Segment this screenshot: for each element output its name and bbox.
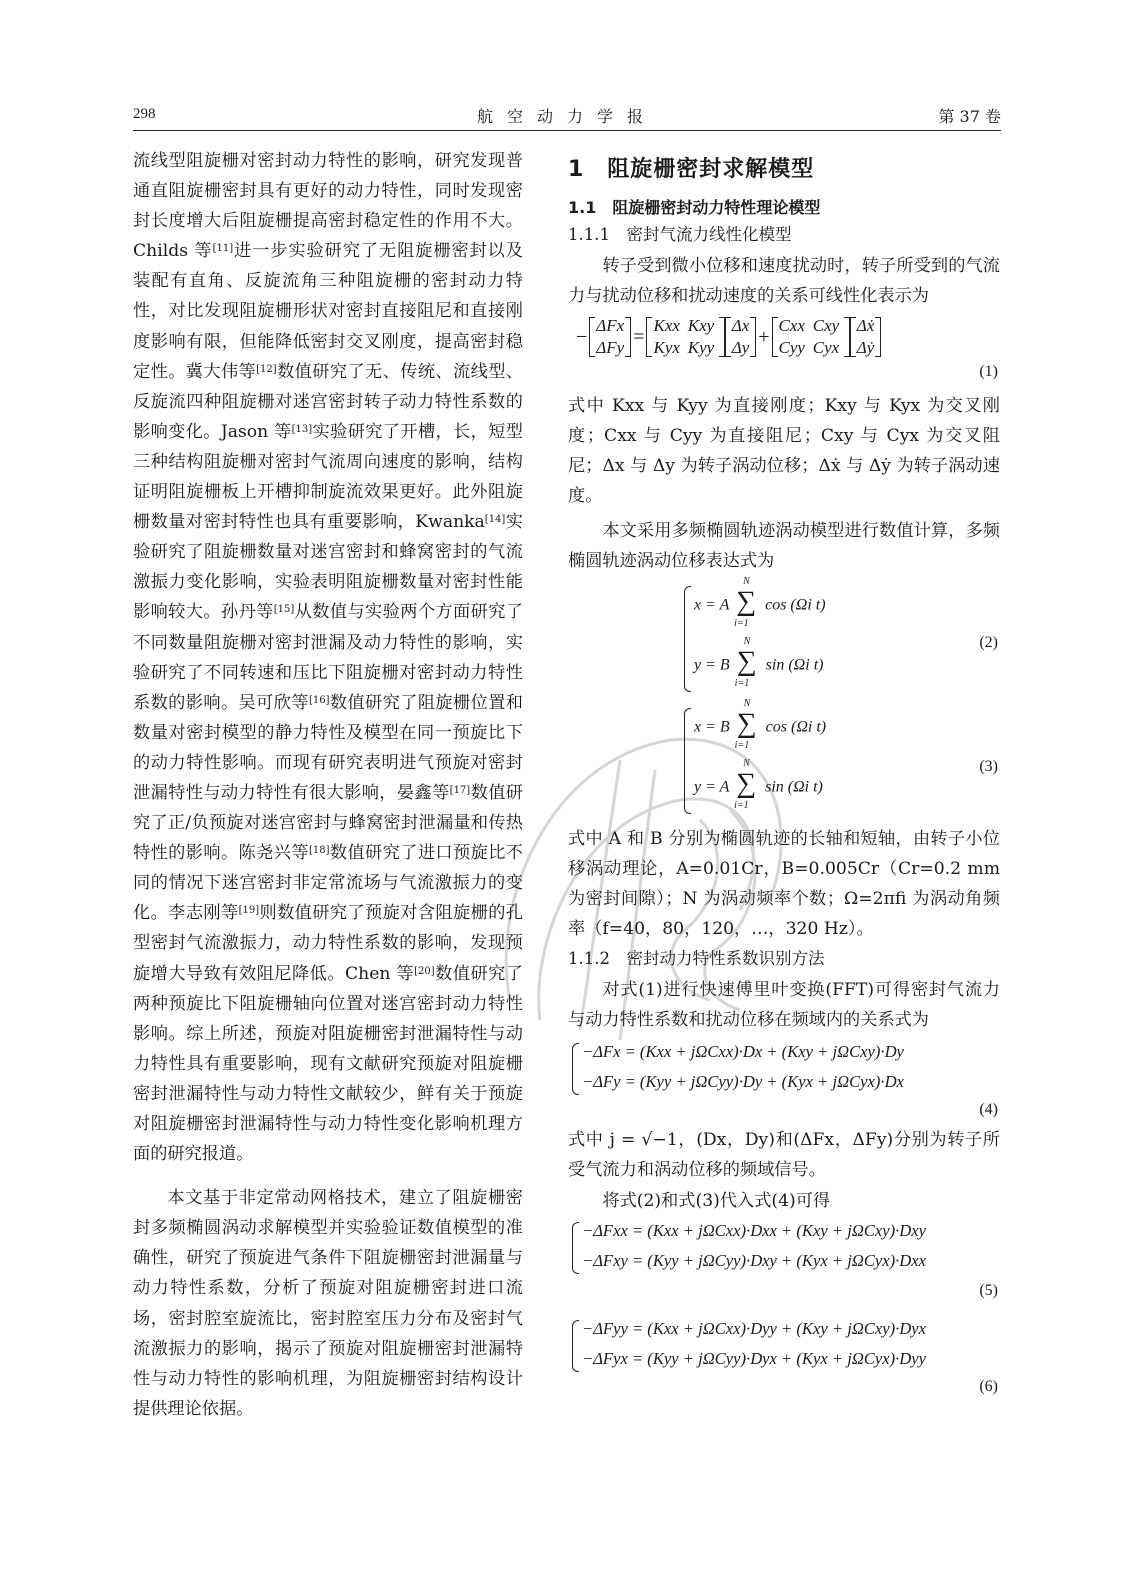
- paragraph-fft: 对式(1)进行快速傅里叶变换(FFT)可得密封气流力与动力特性系数和扰动位移在频域内的关系式为: [568, 980, 1000, 1031]
- velocity-vector: Δẋ Δẏ: [850, 315, 882, 359]
- running-header: [133, 104, 1001, 131]
- volume-label: 第 37 卷: [938, 107, 1001, 126]
- left-column: [133, 146, 523, 1424]
- paragraph-eq1-notation: 式中 Kxx 与 Kyy 为直接刚度；Kxy 与 Kyx 为交叉刚度；Cxx 与 Cyy 为直接阻尼；Cxy 与 Cyx 为交叉阻尼；Δx 与 Δy 为转子涡动位移；Δẋ 与 Δẏ 为转子涡动速度。: [568, 396, 1000, 507]
- equation-number-2: (2): [979, 634, 998, 651]
- paragraph-this-work: 本文基于非定常动网格技术，建立了阻旋栅密封多频椭圆涡动求解模型并实验验证数值模型的准确性，研究了预旋进气条件下阻旋栅密封泄漏量与动力特性系数，分析了预旋对阻旋栅密封进口流场，密封腔室旋流比，密封腔室压力分布及密封气流激振力的影响，揭示了预旋对阻旋栅密封泄漏特性与动力特性的影响机理，为阻旋栅密封结构设计提供理论依据。: [133, 1188, 523, 1419]
- equation-5: −ΔFxx = (Kxx + jΩCxx)·Dxx + (Kxy + jΩCxy)·Dxy −ΔFxy = (Kyy + jΩCyy)·Dxy + (Kyx + jΩCyx)·Dxx: [568, 1216, 1000, 1280]
- equation-3: x = B N ∑ i=1 cos (Ωi t) y = A N ∑ i=1 sin (Ωi t): [680, 702, 874, 820]
- equation-number-3: (3): [979, 758, 998, 775]
- section-heading-1-1-2: 1.1.2 密封动力特性系数识别方法: [568, 949, 825, 969]
- equation-4: −ΔFx = (Kxx + jΩCxx)·Dx + (Kxy + jΩCxy)·Dy −ΔFy = (Kyy + jΩCyy)·Dy + (Kyx + jΩCyx)·Dx: [568, 1037, 1000, 1101]
- paragraph-linear-model: 转子受到微小位移和速度扰动时，转子所受到的气流力与扰动位移和扰动速度的关系可线性化表示为: [568, 256, 1000, 307]
- section-heading-1-1-1: 1.1.1 密封气流力线性化模型: [568, 225, 792, 244]
- damping-matrix: Cxx Cxy Cyy Cyx: [772, 315, 850, 359]
- page-number: 298: [133, 106, 156, 122]
- section-heading-1: 1 阻旋栅密封求解模型: [568, 157, 815, 182]
- section-heading-1-1: 1.1 阻旋栅密封动力特性理论模型: [568, 198, 821, 217]
- equation-2: x = A N ∑ i=1 cos (Ωi t) y = B N ∑ i=1 sin (Ωi t): [680, 580, 874, 698]
- paragraph-ellipse-params: 式中 A 和 B 分别为椭圆轨迹的长轴和短轴，由转子小位移涡动理论，A=0.01Cr，B=0.005Cr（Cr=0.2 mm 为密封间隙）；N 为涡动频率个数；Ω=2πfi 为涡动角频率（f=40，80，120，…，320 Hz）。: [568, 828, 1000, 940]
- displacement-vector: Δx Δy: [725, 315, 757, 359]
- equation-1: − ΔFx ΔFy = Kxx Kxy Kyx Kyy Δx Δy + Cxx Cxy Cyy Cyx Δẋ Δẏ (1): [576, 316, 998, 381]
- paragraph-eq4-notation: 式中 j = √−1，(Dx，Dy)和(ΔFx，ΔFy)分别为转子所受气流力和涡动位移的频域信号。: [568, 1130, 1000, 1181]
- equation-6: −ΔFyy = (Kxx + jΩCxx)·Dyy + (Kxy + jΩCxy)·Dyx −ΔFyx = (Kyy + jΩCyy)·Dyx + (Kyx + jΩCyx)·Dyy: [568, 1314, 1000, 1378]
- equation-number-6: (6): [979, 1377, 998, 1395]
- equation-number-5: (5): [979, 1281, 998, 1299]
- right-column: [568, 146, 1000, 1404]
- force-vector: ΔFx ΔFy: [589, 315, 631, 359]
- paragraph-literature-review: 流线型阻旋栅对密封动力特性的影响，研究发现普通直阻旋栅密封具有更好的动力特性，同时发现密封长度增大后阻旋栅提高密封稳定性的作用不大。Childs 等[11]进一步实验研究了无阻旋栅密封以及装配有直角、反旋流角三种阻旋栅的密封动力特性，对比发现阻旋栅形状对密封直接阻尼和直接刚度影响有限，但能降低密封交叉刚度，提高密封稳定性。冀大伟等[12]数值研究了无、传统、流线型、反旋流四种阻旋栅对迷宫密封转子动力特性系数的影响变化。Jason 等[13]实验研究了开槽，长，短型三种结构阻旋栅对密封气流周向速度的影响，结构证明阻旋栅板上开槽抑制旋流效果更好。此外阻旋栅数量对密封特性也具有重要影响，Kwanka[14]实验研究了阻旋栅数量对迷宫密封和蜂窝密封的气流激振力变化影响，实验表明阻旋栅数量对密封性能影响较大。孙丹等[15]从数值与实验两个方面研究了不同数量阻旋栅对密封泄漏及动力特性的影响，实验研究了不同转速和压比下阻旋栅对密封动力特性系数的影响。吴可欣等[16]数值研究了阻旋栅位置和数量对密封模型的静力特性及模型在同一预旋比下的动力特性影响。而现有研究表明进气预旋对密封泄漏特性与动力特性有很大影响，晏鑫等[17]数值研究了正/负预旋对迷宫密封与蜂窝密封泄漏量和传热特性的影响。陈尧兴等[18]数值研究了进口预旋比不同的情况下迷宫密封非定常流场与气流激振力的变化。李志刚等[19]则数值研究了预旋对含阻旋栅的孔型密封气流激振力，动力特性系数的影响，发现预旋增大导致有效阻尼降低。Chen 等[20]数值研究了两种预旋比下阻旋栅轴向位置对迷宫密封动力特性影响。综上所述，预旋对阻旋栅密封泄漏特性与动力特性具有重要影响，现有文献研究预旋对阻旋栅密封泄漏特性与动力特性文献较少，鲜有关于预旋对阻旋栅密封泄漏特性与动力特性变化影响机理方面的研究报道。: [133, 151, 523, 1165]
- paragraph-substitute: 将式(2)和式(3)代入式(4)可得: [602, 1190, 831, 1211]
- journal-title: 航空动力学报: [476, 107, 657, 126]
- equation-number-4: (4): [979, 1101, 998, 1119]
- stiffness-matrix: Kxx Kxy Kyx Kyy: [646, 315, 724, 359]
- paragraph-multifrequency: 本文采用多频椭圆轨迹涡动模型进行数值计算，多频椭圆轨迹涡动位移表达式为: [568, 520, 1000, 571]
- equation-number-1: (1): [979, 363, 998, 381]
